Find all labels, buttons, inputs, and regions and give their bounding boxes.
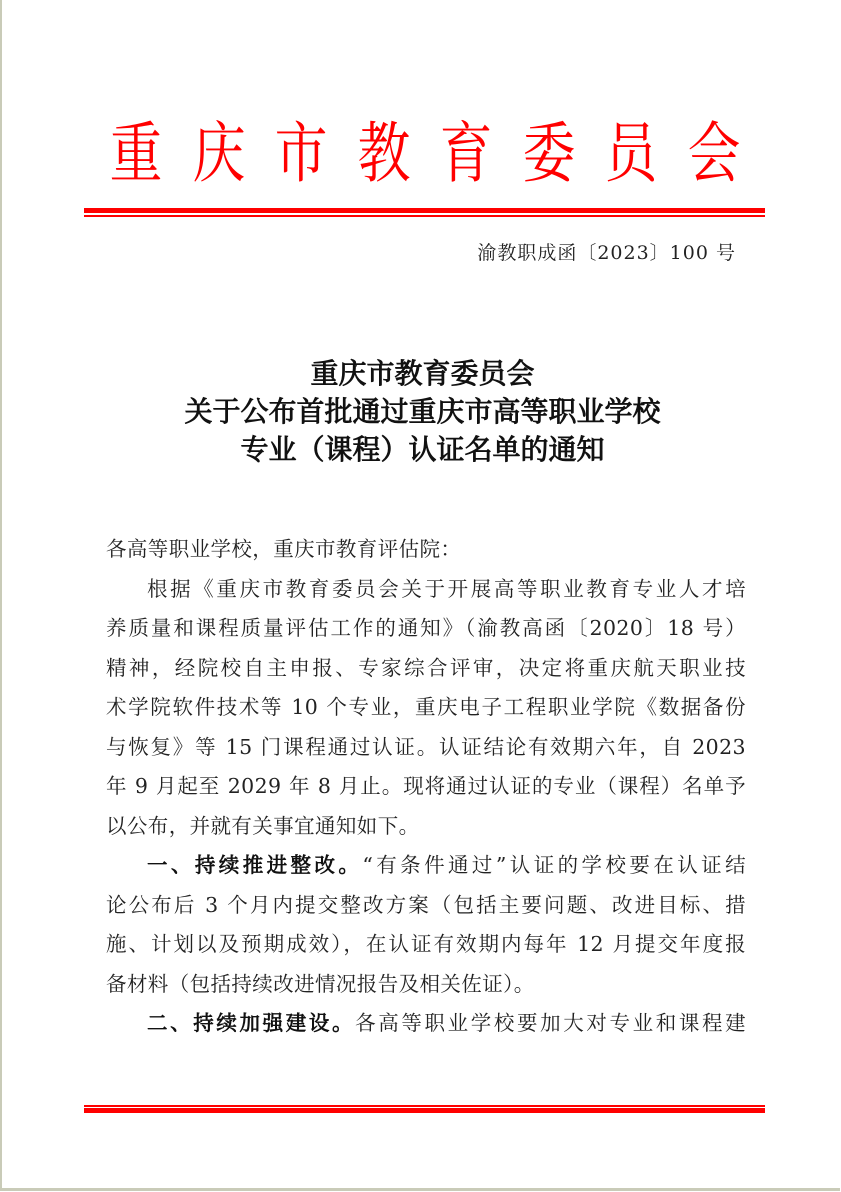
paragraph-intro [106, 570, 746, 847]
text-line: 施、计划以及预期成效），在认证有效期内每年 12 月提交年度报 [106, 932, 746, 956]
masthead-char: 会 [687, 115, 741, 192]
document-body [106, 530, 746, 1044]
document-title [2, 355, 841, 469]
masthead-char: 育 [439, 115, 493, 192]
text-line: 精神，经院校自主申报、专家综合评审，决定将重庆航天职业技 [106, 655, 746, 680]
masthead-char: 员 [604, 115, 658, 192]
title-line-1: 重庆市教育委员会 [310, 357, 535, 390]
section-2-heading: 二、持续加强建设。 [147, 1011, 356, 1035]
masthead-char: 市 [274, 115, 328, 192]
masthead-char: 教 [357, 115, 411, 192]
masthead-char: 重 [109, 115, 163, 192]
red-rule-top-thin [84, 215, 765, 217]
red-rule-top-thick [84, 208, 765, 213]
masthead-char: 庆 [192, 115, 245, 192]
masthead-red-header [102, 108, 748, 200]
red-rule-bottom-thin [84, 1105, 765, 1107]
text-line: 年 9 月起至 2029 年 8 月止。现将通过认证的专业（课程）名单予 [106, 774, 746, 798]
text-line: 术学院软件技术等 10 个专业，重庆电子工程职业学院《数据备份 [106, 695, 746, 719]
text-line: 养质量和课程质量评估工作的通知》（渝教高函〔2020〕18 号） [106, 616, 746, 640]
text-line: 一、持续推进整改。“有条件通过”认证的学校要在认证结 [147, 853, 746, 877]
salutation: 各高等职业学校，重庆市教育评估院： [106, 537, 462, 561]
title-line-3: 专业（课程）认证名单的通知 [240, 433, 605, 466]
section-2 [106, 1004, 746, 1044]
text-line: 与恢复》等 15 门课程通过认证。认证结论有效期六年，自 2023 [106, 734, 746, 759]
text-line: 以公布，并就有关事宜通知如下。 [106, 813, 420, 838]
text-line: 论公布后 3 个月内提交整改方案（包括主要问题、改进目标、措 [106, 892, 746, 917]
masthead-char: 委 [522, 115, 576, 192]
title-line-2: 关于公布首批通过重庆市高等职业学校 [184, 395, 661, 428]
text-line: 根据《重庆市教育委员会关于开展高等职业教育专业人才培 [147, 576, 746, 601]
section-1-heading: 一、持续推进整改。 [147, 853, 363, 877]
red-rule-bottom-thick [84, 1108, 765, 1113]
document-number: 渝教职成函〔2023〕100 号 [477, 242, 736, 264]
text-line: 二、持续加强建设。各高等职业学校要加大对专业和课程建 [147, 1011, 746, 1035]
section-1 [106, 846, 746, 1004]
text-line: 备材料（包括持续改进情况报告及相关佐证）。 [106, 971, 535, 996]
